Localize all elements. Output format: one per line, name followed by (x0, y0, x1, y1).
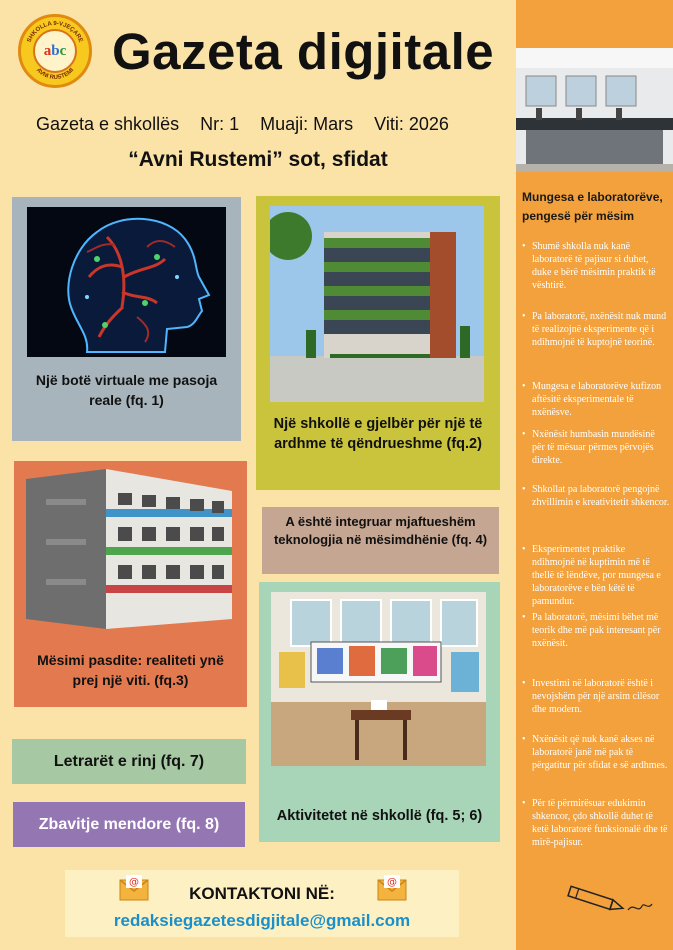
classroom-exhibition-image (271, 592, 486, 766)
article-card-activities[interactable] (259, 582, 500, 842)
brain-network-image (27, 207, 226, 357)
paper-name: Gazeta e shkollës (36, 114, 180, 134)
sidebar-list-item: • Shkollat pa laboratorë pengojnë zhvillimin e kreativitetit shkencor. (522, 483, 672, 509)
sidebar-list-item: • Pa laboratorë, nxënësit nuk mund të realizojnë eksperimente që i ndihmojnë të kuptojnë teorinë. (522, 310, 672, 349)
sidebar-list-item: • Shumë shkolla nuk kanë laboratorë të pajisur si duhet, duke e bërë mësimin praktik të vështirë. (522, 240, 672, 292)
issue-year: Viti: 2026 (374, 114, 449, 134)
school-logo (18, 14, 92, 88)
contact-box (65, 870, 459, 937)
sidebar-list-item: • Pa laboratorë, mësimi bëhet më teorik dhe më pak interesant për nxënësit. (522, 611, 672, 650)
article-caption-green-school: Një shkollë e gjelbër për një të ardhme të qëndrueshme (fq.2) (273, 416, 483, 453)
contact-label: KONTAKTONI NË: (189, 884, 335, 903)
article-card-green-school[interactable] (256, 196, 500, 490)
article-card-technology[interactable] (262, 507, 499, 574)
article-caption-virtual: Një botë virtuale me pasoja reale (fq. 1) (35, 372, 218, 408)
article-caption-literature: Letrarët e rinj (fq. 7) (53, 753, 205, 770)
school-building-image (26, 469, 242, 631)
sidebar (516, 0, 673, 950)
logo-bottom-text: AVNI RUSTEMI (34, 67, 76, 82)
sidebar-list-item: • Nxënësit që nuk kanë akses në laboratorë janë më pak të përgatitur për sfidat e së ardhmes. (522, 733, 672, 772)
svg-text:@: @ (387, 877, 397, 888)
sidebar-list-item: • Për të përmirësuar edukimin shkencor, çdo shkollë duhet të ketë laboratorë funksionalë dhe të mirë-pajisur. (522, 797, 672, 849)
sidebar-list-item: • Nxënësit humbasin mundësinë për të mësuar përmes përvojës direkte. (522, 428, 672, 467)
article-caption-technology: A është integruar mjaftueshëm teknologjia në mësimdhënie (fq. 4) (273, 514, 488, 548)
article-caption-afternoon: Mësimi pasdite: realiteti ynë prej një viti. (fq.3) (37, 652, 224, 688)
newspaper-title: Gazeta digjitale (112, 23, 495, 80)
article-caption-activities: Aktivitetet në shkollë (fq. 5; 6) (276, 808, 483, 824)
laboratory-image (516, 48, 673, 172)
article-card-literature[interactable] (12, 739, 246, 784)
article-card-afternoon[interactable] (14, 461, 247, 707)
sidebar-heading: Mungesa e laboratorëve, pengesë për mësim (522, 190, 663, 223)
article-card-fun[interactable] (13, 802, 245, 847)
logo-top-text: SHKOLLA 9-VJEÇARE (26, 20, 84, 44)
sidebar-list-item: • Investimi në laboratorë është i nevojshëm për një arsim cilësor dhe modern. (522, 677, 672, 716)
issue-number: Nr: 1 (200, 114, 240, 134)
svg-text:@: @ (129, 877, 139, 888)
issue-month: Muaji: Mars (260, 114, 354, 134)
article-card-virtual[interactable] (12, 197, 241, 441)
headline: “Avni Rustemi” sot, sfidat (128, 148, 388, 171)
issue-info (36, 114, 465, 135)
contact-email-link[interactable]: redaksiegazetesdigjitale@gmail.com (113, 911, 411, 930)
green-school-building-image (270, 206, 484, 402)
sidebar-list-item: • Mungesa e laboratorëve kufizon aftësitë eksperimentale të nxënësve. (522, 380, 672, 419)
logo-letters: abc (33, 29, 77, 73)
sidebar-list-item: • Eksperimentet praktike ndihmojnë në kuptimin më të thellë të lëndëve, por mungesa e laboratorëve e bën këtë të pamundur. (522, 543, 672, 608)
article-caption-fun: Zbavitje mendore (fq. 8) (38, 816, 220, 833)
pencil-icon (564, 880, 664, 925)
